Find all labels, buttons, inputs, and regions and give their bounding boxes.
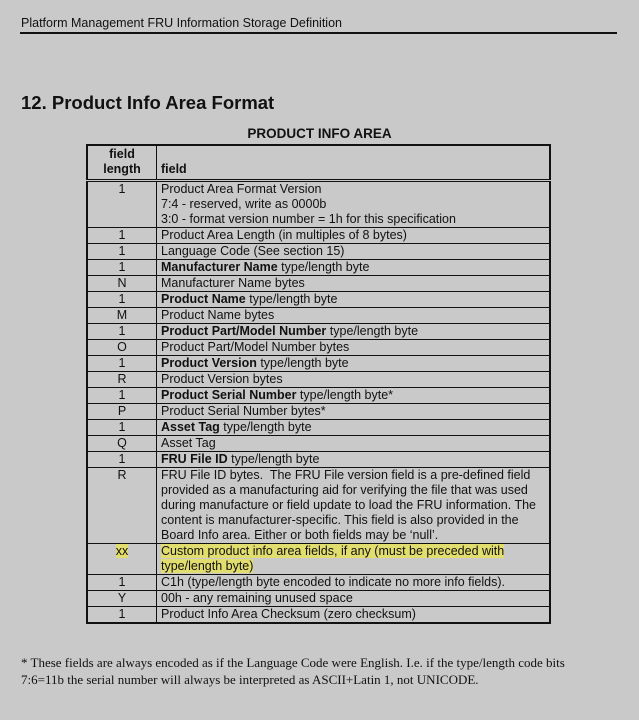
field-description-text <box>161 404 326 418</box>
field-description-cell <box>157 388 551 404</box>
field-length-value: Q <box>117 436 127 450</box>
header-rule <box>20 32 617 34</box>
table-body <box>87 181 550 624</box>
field-description-rest: FRU File ID bytes. The FRU File version field is a pre-defined field <box>161 468 531 482</box>
field-description-cell <box>157 468 551 544</box>
field-length-cell <box>87 356 157 372</box>
header-field-length-label: field length <box>103 147 141 176</box>
field-description-rest: C1h (type/length byte encoded to indicate no more info fields). <box>161 575 505 589</box>
field-length-value: 1 <box>118 324 126 338</box>
table-row <box>87 388 550 404</box>
field-description-text <box>161 182 322 196</box>
field-length-cell <box>87 244 157 260</box>
field-description-cell <box>157 420 551 436</box>
field-length-value: N <box>117 276 127 290</box>
field-description-line <box>161 324 545 339</box>
field-length-cell <box>87 607 157 624</box>
field-length-value: 1 <box>118 452 126 466</box>
field-description-text <box>161 483 528 497</box>
header-field-length <box>87 145 157 181</box>
field-length-cell <box>87 372 157 388</box>
field-description-text <box>161 260 369 274</box>
field-description-cell <box>157 260 551 276</box>
field-length-cell <box>87 276 157 292</box>
field-description-line <box>161 452 545 467</box>
field-description-cell <box>157 404 551 420</box>
table-row <box>87 544 550 575</box>
field-name-bold: Manufacturer Name <box>161 260 278 274</box>
table-row <box>87 591 550 607</box>
field-description-line <box>161 340 545 355</box>
field-description-cell <box>157 292 551 308</box>
field-description-rest: content is manufacturer-specific. This field is also provided in the <box>161 513 519 527</box>
field-length-value: O <box>117 340 127 354</box>
field-description-line <box>161 356 545 371</box>
field-name-bold: Product Name <box>161 292 246 306</box>
field-length-cell <box>87 591 157 607</box>
field-length-cell <box>87 436 157 452</box>
field-description-rest: Custom product info area fields, if any (must be preceded with <box>161 544 505 558</box>
table-row <box>87 575 550 591</box>
field-length-value: 1 <box>118 228 126 242</box>
field-description-rest: Product Part/Model Number bytes <box>161 340 350 354</box>
field-name-bold: Asset Tag <box>161 420 220 434</box>
field-description-text <box>161 292 337 306</box>
field-length-value: 1 <box>118 182 126 196</box>
field-description-rest: 7:4 - reserved, write as 0000b <box>161 197 327 211</box>
table-row <box>87 276 550 292</box>
field-description-text <box>161 607 416 621</box>
field-length-value: Y <box>117 591 127 605</box>
field-description-text <box>161 356 349 370</box>
field-length-cell <box>87 404 157 420</box>
field-description-line <box>161 607 545 622</box>
field-description-text <box>161 591 353 605</box>
field-length-cell <box>87 340 157 356</box>
table-row <box>87 324 550 340</box>
field-description-rest: type/length byte) <box>161 559 254 573</box>
field-description-text <box>161 276 305 290</box>
field-description-cell <box>157 244 551 260</box>
field-description-rest: type/length byte <box>277 260 370 274</box>
field-description-line <box>161 559 545 574</box>
section-title: 12. Product Info Area Format <box>21 92 275 113</box>
table-row <box>87 404 550 420</box>
table-row <box>87 260 550 276</box>
field-description-text <box>161 452 319 466</box>
field-description-rest: 00h - any remaining unused space <box>161 591 353 605</box>
footnote-line-2: 7:6=11b the serial number will always be interpreted as ASCII+Latin 1, not UNICODE. <box>21 672 479 687</box>
header-field: field <box>157 145 551 181</box>
field-description-rest: type/length byte <box>326 324 419 338</box>
field-name-bold: Product Version <box>161 356 257 370</box>
table-title: PRODUCT INFO AREA <box>247 126 392 141</box>
table-row <box>87 308 550 324</box>
product-info-table <box>86 144 551 624</box>
field-description-line <box>161 308 545 323</box>
field-description-line <box>161 483 545 498</box>
field-description-line <box>161 228 545 243</box>
field-description-rest: type/length byte <box>245 292 338 306</box>
field-length-value: M <box>116 308 128 322</box>
field-description-text <box>161 388 393 402</box>
field-description-line <box>161 292 545 307</box>
field-length-value: 1 <box>118 388 126 402</box>
field-description-line <box>161 420 545 435</box>
table-header-row <box>87 145 550 181</box>
field-description-cell <box>157 276 551 292</box>
field-description-text <box>161 544 504 558</box>
field-description-cell <box>157 436 551 452</box>
field-description-text <box>161 244 344 258</box>
field-description-rest: type/length byte <box>256 356 349 370</box>
field-description-rest: Board Info area. Either or both fields may be ‘null’. <box>161 528 439 542</box>
field-description-cell <box>157 591 551 607</box>
footnote <box>21 654 621 688</box>
field-name-bold: Product Serial Number <box>161 388 297 402</box>
field-description-rest: Product Version bytes <box>161 372 283 386</box>
field-length-value: 1 <box>118 420 126 434</box>
field-length-value: R <box>117 468 127 482</box>
table-row <box>87 228 550 244</box>
field-description-rest: type/length byte* <box>296 388 394 402</box>
field-description-rest: Product Info Area Checksum (zero checksum) <box>161 607 416 621</box>
field-length-value: 1 <box>118 292 126 306</box>
field-description-line <box>161 591 545 606</box>
field-description-line <box>161 498 545 513</box>
field-description-line <box>161 575 545 590</box>
field-description-text <box>161 197 326 211</box>
field-description-line <box>161 212 545 227</box>
field-description-cell <box>157 340 551 356</box>
field-description-text <box>161 436 216 450</box>
table-row <box>87 292 550 308</box>
field-length-cell <box>87 308 157 324</box>
field-description-rest: provided as a manufacturing aid for verifying the file that was used <box>161 483 528 497</box>
field-description-line <box>161 388 545 403</box>
field-description-text <box>161 420 312 434</box>
field-description-rest: type/length byte <box>219 420 312 434</box>
table-row <box>87 244 550 260</box>
field-description-cell <box>157 452 551 468</box>
field-description-text <box>161 575 505 589</box>
field-description-text <box>161 308 274 322</box>
field-description-rest: type/length byte <box>227 452 320 466</box>
table-row <box>87 468 550 544</box>
field-length-cell <box>87 260 157 276</box>
table-row <box>87 181 550 228</box>
field-name-bold: Product Part/Model Number <box>161 324 327 338</box>
field-description-line <box>161 468 545 483</box>
field-description-cell <box>157 544 551 575</box>
field-length-value: P <box>117 404 127 418</box>
field-description-rest: Product Serial Number bytes* <box>161 404 326 418</box>
field-description-rest: Language Code (See section 15) <box>161 244 345 258</box>
field-length-cell <box>87 575 157 591</box>
field-description-text <box>161 528 438 542</box>
field-length-value: 1 <box>118 260 126 274</box>
field-description-rest: Manufacturer Name bytes <box>161 276 305 290</box>
field-description-text <box>161 340 349 354</box>
field-description-cell <box>157 228 551 244</box>
field-description-line <box>161 182 545 197</box>
table-row <box>87 452 550 468</box>
table-row <box>87 607 550 624</box>
field-description-rest: Product Area Length (in multiples of 8 bytes) <box>161 228 407 242</box>
table-row <box>87 420 550 436</box>
field-description-text <box>161 468 530 482</box>
field-length-cell <box>87 388 157 404</box>
field-length-cell <box>87 324 157 340</box>
field-description-line <box>161 244 545 259</box>
field-length-value: 1 <box>118 356 126 370</box>
field-description-cell <box>157 181 551 228</box>
field-length-cell <box>87 452 157 468</box>
page-header: Platform Management FRU Information Storage Definition <box>21 16 342 30</box>
field-description-line <box>161 528 545 543</box>
field-description-text <box>161 372 283 386</box>
field-description-rest: Asset Tag <box>161 436 216 450</box>
field-description-cell <box>157 308 551 324</box>
field-length-value: 1 <box>118 244 126 258</box>
field-length-cell <box>87 181 157 228</box>
table-row <box>87 436 550 452</box>
field-description-cell <box>157 372 551 388</box>
field-description-cell <box>157 356 551 372</box>
footnote-line-1: * These fields are always encoded as if the Language Code were English. I.e. if the type/length code bits <box>21 655 565 670</box>
table-row <box>87 372 550 388</box>
field-description-line <box>161 436 545 451</box>
field-description-line <box>161 197 545 212</box>
field-description-line <box>161 513 545 528</box>
field-description-line <box>161 404 545 419</box>
field-length-value: xx <box>115 544 129 558</box>
field-description-line <box>161 372 545 387</box>
field-description-text <box>161 324 418 338</box>
field-description-text <box>161 228 407 242</box>
field-description-text <box>161 212 456 226</box>
field-length-cell <box>87 292 157 308</box>
field-description-rest: 3:0 - format version number = 1h for this specification <box>161 212 456 226</box>
field-description-rest: during manufacture or field update to load the FRU information. The <box>161 498 536 512</box>
table-row <box>87 356 550 372</box>
field-length-value: 1 <box>118 607 126 621</box>
table-row <box>87 340 550 356</box>
field-description-text <box>161 498 536 512</box>
field-description-line <box>161 544 545 559</box>
field-length-value: R <box>117 372 127 386</box>
field-description-rest: Product Name bytes <box>161 308 275 322</box>
field-description-cell <box>157 324 551 340</box>
field-name-bold: FRU File ID <box>161 452 228 466</box>
field-description-cell <box>157 575 551 591</box>
field-description-cell <box>157 607 551 624</box>
field-description-rest: Product Area Format Version <box>161 182 322 196</box>
field-description-text <box>161 513 519 527</box>
field-description-line <box>161 276 545 291</box>
field-length-cell <box>87 468 157 544</box>
field-length-cell <box>87 544 157 575</box>
field-description-text <box>161 559 253 573</box>
field-length-cell <box>87 420 157 436</box>
field-length-value: 1 <box>118 575 126 589</box>
field-description-line <box>161 260 545 275</box>
field-length-cell <box>87 228 157 244</box>
